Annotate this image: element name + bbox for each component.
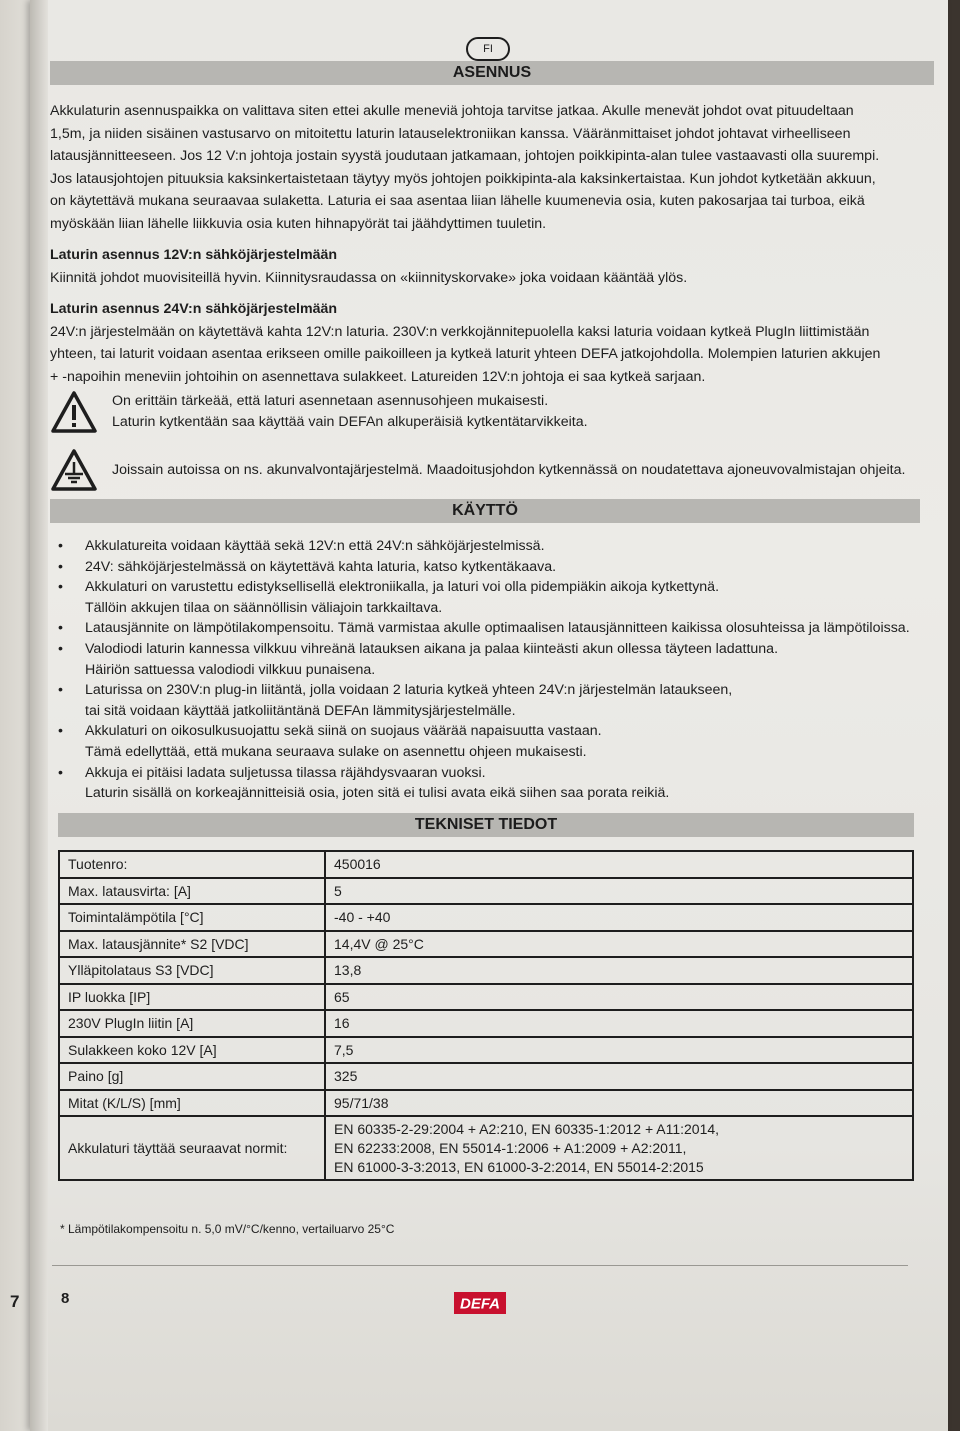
footnote: * Lämpötilakompensoitu n. 5,0 mV/°C/kenno, vertailuarvo 25°C <box>60 1222 395 1236</box>
norms-key: Akkulaturi täyttää seuraavat normit: <box>59 1116 325 1180</box>
spec-key: Ylläpitolataus S3 [VDC] <box>59 957 325 984</box>
spec-value: 450016 <box>325 851 913 878</box>
spec-key: 230V PlugIn liitin [A] <box>59 1010 325 1037</box>
defa-logo <box>454 1292 506 1314</box>
table-row <box>59 957 913 984</box>
table-row <box>59 1037 913 1064</box>
language-badge: FI <box>466 37 510 61</box>
spec-key: IP luokka [IP] <box>59 984 325 1011</box>
table-row <box>59 1063 913 1090</box>
spec-value: 95/71/38 <box>325 1090 913 1117</box>
norm-line: EN 62233:2008, EN 55014-1:2006 + A1:2009 + A2:2011, <box>334 1139 687 1156</box>
technical-specs-table <box>58 850 914 1181</box>
spec-key: Tuotenro: <box>59 851 325 878</box>
table-row <box>59 931 913 958</box>
spec-key: Max. latausjännite* S2 [VDC] <box>59 931 325 958</box>
list-item: • Latausjännite on lämpötilakompensoitu. Tämä varmistaa akulle optimaalisen latausjännitteen kaikissa olosuhteissa ja lämpötiloissa. <box>52 618 932 639</box>
install-12v-text: Kiinnitä johdot muovisiteillä hyvin. Kiinnitysraudassa on «kiinnityskorvake» joka voidaan kääntää ylös. <box>50 269 688 286</box>
spec-value: 5 <box>325 878 913 905</box>
warning-row-ground <box>50 448 905 492</box>
list-item: • Akkulaturi on oikosulkusuojattu sekä siinä on suojaus väärää napaisuutta vastaan. Tämä edellyttää, että mukana seuraava sulake on asennettu ohjeen mukaisesti. <box>52 721 932 762</box>
table-row <box>59 878 913 905</box>
spec-value: 65 <box>325 984 913 1011</box>
list-item: • Akkulatureita voidaan käyttää sekä 12V:n että 24V:n sähköjärjestelmissä. <box>52 536 932 557</box>
usage-bullet-list <box>52 536 932 804</box>
section-kaytto-heading: KÄYTTÖ <box>50 499 920 523</box>
intro-line: myöskään liian lähelle liikkuvia osia kuten hihnapyörät tai jäähdyttimen tuuletin. <box>50 215 547 232</box>
intro-line: on käytettävä mukana seuraavaa sulaketta. Laturia ei saa asentaa liian lähelle kuumenevia osia, kuten pakosarjaa tai turboa, eikä <box>50 193 865 210</box>
intro-paragraph <box>50 100 940 236</box>
page-number: 8 <box>61 1290 70 1307</box>
spec-key: Mitat (K/L/S) [mm] <box>59 1090 325 1117</box>
table-row <box>59 1010 913 1037</box>
warning-ground-text: Joissain autoissa on ns. akunvalvontajärjestelmä. Maadoitusjohdon kytkennässä on noudatettava ajoneuvovalmistajan ohjeita. <box>112 461 906 478</box>
footer-divider <box>52 1265 908 1266</box>
intro-line: latausjännitteeseen. Jos 12 V:n johtoja jostain syystä joudutaan jatkamaan, johtojen poikkipinta-alan tulee vastaavasti olla suurempi. <box>50 148 880 165</box>
warning-triangle-icon <box>50 390 98 434</box>
warning-install-text <box>112 391 588 433</box>
list-item: • Laturissa on 230V:n plug-in liitäntä, jolla voidaan 2 laturia kytkeä yhteen 24V:n järjestelmän lataukseen, tai sitä voidaan käyttää jatkoliitäntänä DEFAn lämmitysjärjestelmälle. <box>52 680 932 721</box>
spec-key: Toimintalämpötila [°C] <box>59 904 325 931</box>
install-12v-heading: Laturin asennus 12V:n sähköjärjestelmään <box>50 247 338 263</box>
spec-key: Sulakkeen koko 12V [A] <box>59 1037 325 1064</box>
norm-line: EN 60335-2-29:2004 + A2:210, EN 60335-1:2012 + A11:2014, <box>334 1120 720 1137</box>
spec-value: 14,4V @ 25°C <box>325 931 913 958</box>
table-row <box>59 984 913 1011</box>
table-row <box>59 851 913 878</box>
page-spine-shadow <box>30 0 48 1431</box>
table-row <box>59 1116 913 1180</box>
manual-page <box>30 0 948 1431</box>
norm-line: EN 61000-3-3:2013, EN 61000-3-2:2014, EN 55014-2:2015 <box>334 1158 704 1175</box>
list-item: • Akkuja ei pitäisi ladata suljetussa tilassa räjähdysvaaran vuoksi. Laturin sisällä on korkeajännitteisiä osia, joten sitä ei tulisi avata eikä siihen saa porata reikiä. <box>52 763 932 804</box>
list-item: • Valodiodi laturin kannessa vilkkuu vihreänä latauksen aikana ja palaa kiinteästi akun ollessa täyteen ladattuna. Häiriön sattuessa valodiodi vilkkuu punaisena. <box>52 639 932 680</box>
install-12v-block <box>50 244 940 289</box>
norms-value <box>325 1116 913 1180</box>
install-24v-line: yhteen, tai laturit voidaan asentaa erikseen omille paikoilleen ja kytkeä laturit yhteen DEFA jatkojohdolla. Molempien laturien akkujen <box>50 346 881 363</box>
install-24v-line: 24V:n järjestelmään on käytettävä kahta 12V:n laturia. 230V:n verkkojännitepuolella kaksi laturia voidaan kytkeä PlugIn liittimistään <box>50 323 870 340</box>
warning-line: On erittäin tärkeää, että laturi asennetaan asennusohjeen mukaisesti. <box>112 393 549 409</box>
ground-warning-icon <box>50 448 98 492</box>
table-row <box>59 1090 913 1117</box>
intro-line: 1,5m, ja niiden sisäinen vastusarvo on mitoitettu laturin latauselektroniikan kanssa. Vääränmittaiset johdot johtavat virheelliseen <box>50 125 851 142</box>
table-row <box>59 904 913 931</box>
install-24v-block <box>50 298 945 388</box>
spec-value: 13,8 <box>325 957 913 984</box>
spec-value: 16 <box>325 1010 913 1037</box>
intro-line: Jos latausjohtojen pituuksia kaksinkertaistetaan täytyy myös johtojen poikkipinta-ala kaksinkertaistaa. Kun johdot kytketään akkuun, <box>50 170 876 187</box>
spec-key: Paino [g] <box>59 1063 325 1090</box>
spec-value: 325 <box>325 1063 913 1090</box>
install-24v-heading: Laturin asennus 24V:n sähköjärjestelmään <box>50 301 338 317</box>
intro-line: Akkulaturin asennuspaikka on valittava siten ettei akulle meneviä johtoja tarvitse jatkaa. Akulle menevät johdot ovat pituudeltaan <box>50 103 854 119</box>
install-24v-line: + -napoihin meneviin johtoihin on asennettava sulakkeet. Latureiden 12V:n johtoja ei saa kytkeä sarjaan. <box>50 368 706 385</box>
previous-page-number: 7 <box>10 1292 20 1311</box>
spec-value: -40 - +40 <box>325 904 913 931</box>
warning-row-install <box>50 390 588 434</box>
section-tekniset-heading: TEKNISET TIEDOT <box>58 813 914 837</box>
spec-value: 7,5 <box>325 1037 913 1064</box>
warning-line: Laturin kytkentään saa käyttää vain DEFAn alkuperäisiä kytkentätarvikkeita. <box>112 414 588 430</box>
spec-key: Max. latausvirta: [A] <box>59 878 325 905</box>
section-asennus-heading: ASENNUS <box>50 61 934 85</box>
list-item: • Akkulaturi on varustettu edistyksellisellä elektroniikalla, ja laturi voi olla pidempiäkin aikoja kytkettynä. Tällöin akkujen tilaa on säännöllisin väliajoin tarkkailtava. <box>52 577 932 618</box>
defa-logo-text: DEFA <box>459 1295 501 1313</box>
list-item: • 24V: sähköjärjestelmässä on käytettävä kahta laturia, katso kytkentäkaava. <box>52 557 932 578</box>
